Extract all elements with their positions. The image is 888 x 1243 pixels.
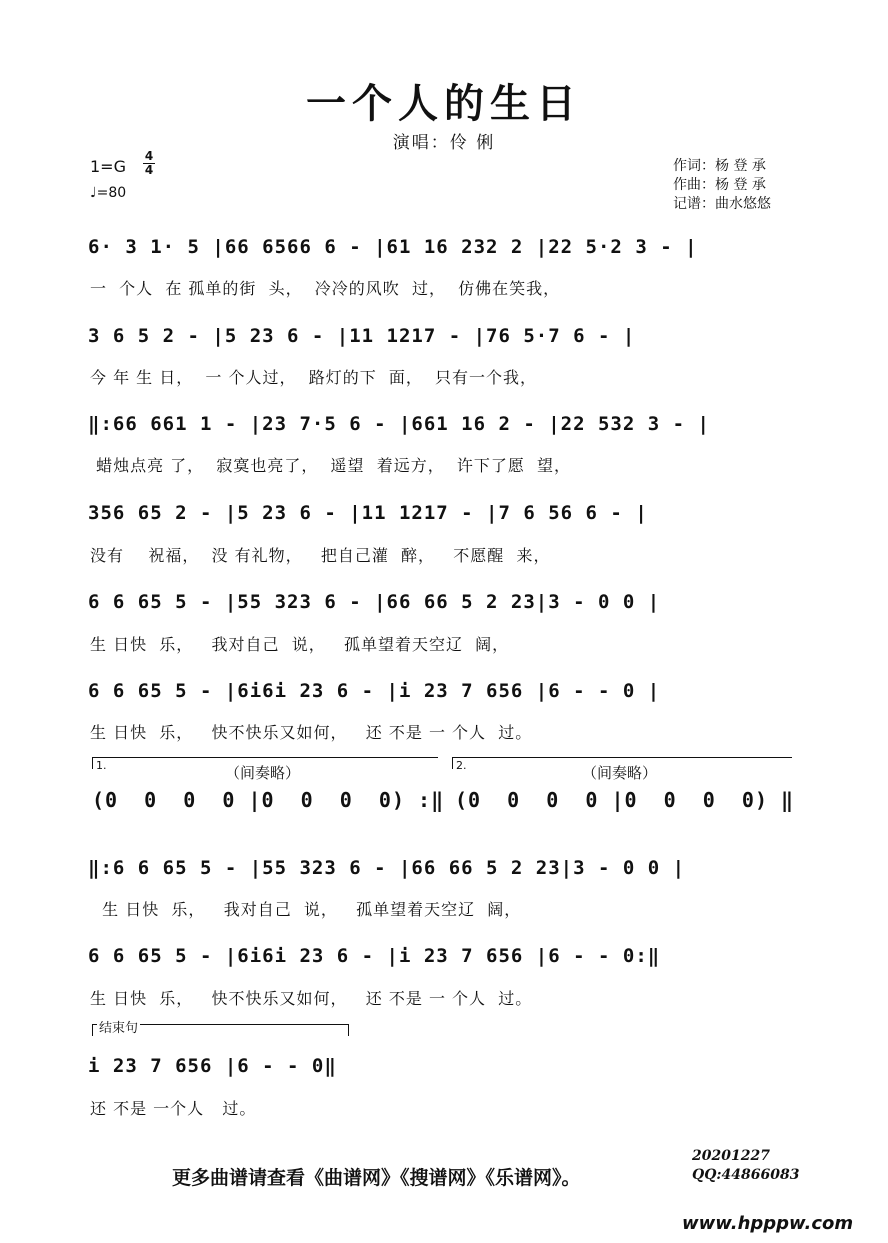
qq-contact: QQ:44866083 <box>692 1167 800 1183</box>
time-signature-bottom: 4 <box>144 163 154 177</box>
score-line-1-lyrics: 一 个人 在 孤单的街 头， 冷冷的风吹 过， 仿佛在笑我， <box>90 279 561 298</box>
volta-2-bracket-edge <box>452 757 453 769</box>
time-signature-top: 4 <box>144 149 154 163</box>
coda-bracket-edge <box>92 1024 93 1036</box>
volta-1-bracket-edge <box>92 757 93 769</box>
score-line-3-notes: ‖:66 661 1 - |23 7·5 6 - |661 16 2 - |22 532 3 - | <box>88 413 710 435</box>
transcription-date: 20201227 <box>692 1148 770 1164</box>
volta-2-label: 2. <box>456 759 467 772</box>
volta-1-bracket <box>92 757 438 758</box>
score-line-9-notes: 6 6 65 5 - |6i6i 23 6 - |i 23 7 656 |6 - - 0:‖ <box>88 945 661 967</box>
score-line-6-notes: 6 6 65 5 - |6i6i 23 6 - |i 23 7 656 |6 - - 0 | <box>88 680 661 702</box>
transcriber-credit: 记谱：曲水悠悠 <box>673 196 771 212</box>
lyricist-credit: 作词：杨 登 承 <box>673 158 766 174</box>
footer-note: 更多曲谱请查看《曲谱网》《搜谱网》《乐谱网》。 <box>172 1167 581 1189</box>
score-line-5-lyrics: 生 日快 乐， 我对自己 说， 孤单望着天空辽 阔， <box>90 635 510 654</box>
score-line-8-lyrics: 生 日快 乐， 我对自己 说， 孤单望着天空辽 阔， <box>90 900 522 919</box>
score-line-6-lyrics: 生 日快 乐， 快不快乐又如何， 还 不是 一 个人 过。 <box>90 723 533 742</box>
coda-label: 结束句 <box>97 1017 140 1036</box>
volta-2-bracket <box>452 757 792 758</box>
score-line-2-lyrics: 今 年 生 日， 一 个人过， 路灯的下 面， 只有一个我， <box>90 368 538 387</box>
interlude-label-1: （间奏略） <box>225 764 301 782</box>
composer-credit: 作曲：杨 登 承 <box>673 177 766 193</box>
score-line-3-lyrics: 蜡烛点亮 了， 寂寞也亮了， 遥望 着远方， 许下了愿 望， <box>90 456 572 475</box>
performer: 演唱：伶 俐 <box>392 133 496 153</box>
website-watermark: www.hpppw.com <box>682 1213 854 1234</box>
song-title: 一个人的生日 <box>306 80 582 127</box>
coda-notes: i 23 7 656 |6 - - 0‖ <box>88 1055 337 1077</box>
interlude-label-2: （间奏略） <box>582 764 658 782</box>
coda-lyrics: 还 不是 一个人 过。 <box>90 1099 257 1118</box>
score-line-5-notes: 6 6 65 5 - |55 323 6 - |66 66 5 2 23|3 - 0 0 | <box>88 591 661 613</box>
score-line-4-lyrics: 没有 祝福， 没 有礼物， 把自己灌 醉， 不愿醒 来， <box>90 546 551 565</box>
score-line-1-notes: 6· 3 1· 5 |66 6566 6 - |61 16 232 2 |22 5·2 3 - | <box>88 236 698 258</box>
interlude-notes-2: (0 0 0 0 |0 0 0 0) ‖ <box>455 788 795 812</box>
time-signature <box>143 150 155 177</box>
key-signature: 1=G <box>90 157 126 176</box>
score-line-4-notes: 356 65 2 - |5 23 6 - |11 1217 - |7 6 56 6 - | <box>88 502 648 524</box>
score-line-2-notes: 3 6 5 2 - |5 23 6 - |11 1217 - |76 5·7 6 - | <box>88 325 636 347</box>
score-line-8-notes: ‖:6 6 65 5 - |55 323 6 - |66 66 5 2 23|3 - 0 0 | <box>88 857 686 879</box>
tempo: ♩=80 <box>90 185 127 201</box>
coda-bracket-end <box>348 1024 349 1036</box>
volta-1-label: 1. <box>96 759 107 772</box>
interlude-notes-1: (0 0 0 0 |0 0 0 0) :‖ <box>92 788 445 812</box>
score-line-9-lyrics: 生 日快 乐， 快不快乐又如何， 还 不是 一 个人 过。 <box>90 989 533 1008</box>
